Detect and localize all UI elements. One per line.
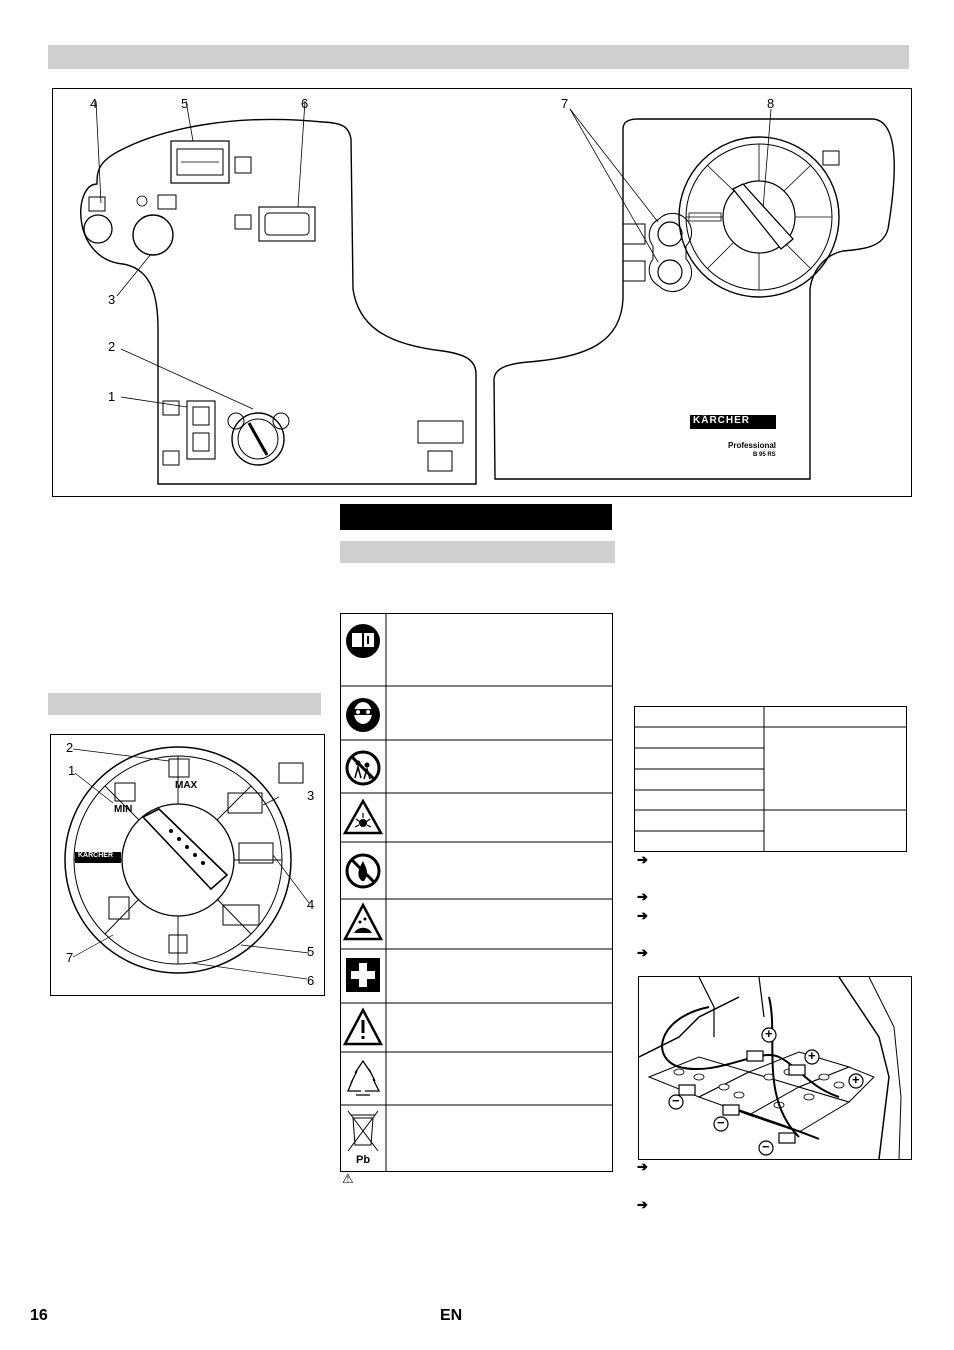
- explosion-icon: [345, 801, 381, 833]
- callout-5: 5: [181, 96, 189, 111]
- selector-min-label: MIN: [114, 804, 133, 815]
- middle-heading-bar: [340, 504, 612, 530]
- language-code: EN: [440, 1307, 463, 1324]
- acid-icon: [345, 905, 381, 939]
- plus-terminal-1: +: [765, 1026, 773, 1041]
- recycle-icon: [348, 1061, 379, 1095]
- panel-professional-label: Professional: [728, 441, 777, 450]
- plus-terminal-3: +: [852, 1072, 860, 1087]
- control-panel-figure: [52, 88, 912, 497]
- selector-callout-7: 7: [66, 950, 74, 965]
- first-aid-icon: [346, 958, 380, 992]
- program-selector-figure: [50, 734, 325, 996]
- minus-terminal-1: −: [672, 1093, 680, 1108]
- selector-callout-2: 2: [66, 740, 74, 755]
- instruction-arrow: ➔: [637, 908, 648, 923]
- callout-8: 8: [767, 96, 775, 111]
- battery-wiring-figure: [638, 976, 912, 1160]
- callout-3: 3: [108, 292, 116, 307]
- control-panel-drawing: [53, 89, 911, 496]
- no-children-icon: [347, 752, 379, 784]
- selector-callout-6: 6: [307, 973, 315, 988]
- disposal-pb-label: Pb: [356, 1154, 371, 1166]
- minus-terminal-3: −: [762, 1139, 770, 1154]
- section-header-bar: [48, 45, 909, 69]
- manual-icon: [346, 624, 380, 658]
- callout-1: 1: [108, 389, 116, 404]
- panel-brand-logo: KÄRCHER: [693, 415, 750, 426]
- instruction-arrow: ➔: [637, 945, 648, 960]
- no-fire-icon: [347, 855, 379, 887]
- callout-4: 4: [90, 96, 98, 111]
- left-subsection-bar: [48, 693, 321, 715]
- selector-callout-4: 4: [307, 897, 315, 912]
- callout-7: 7: [561, 96, 569, 111]
- battery-table: [634, 706, 907, 852]
- instruction-arrow: ➔: [637, 889, 648, 904]
- callout-6: 6: [301, 96, 309, 111]
- instruction-arrow: ➔: [637, 1159, 648, 1174]
- selector-max-label: MAX: [175, 780, 198, 791]
- selector-callout-5: 5: [307, 944, 315, 959]
- warning-note-icon: ⚠: [342, 1171, 354, 1186]
- instruction-arrow: ➔: [637, 852, 648, 867]
- selector-callout-1: 1: [68, 763, 76, 778]
- selector-brand-logo: KÄRCHER: [78, 852, 113, 859]
- disposal-pb-icon: [348, 1111, 378, 1151]
- battery-table-grid: [634, 706, 908, 854]
- selector-callout-3: 3: [307, 788, 315, 803]
- minus-terminal-2: −: [717, 1115, 725, 1130]
- battery-wiring-drawing: [639, 977, 911, 1159]
- panel-model-label: B 95 RS: [753, 452, 776, 458]
- callout-2: 2: [108, 339, 116, 354]
- program-selector-drawing: [51, 735, 324, 995]
- instruction-arrow: ➔: [637, 1197, 648, 1212]
- goggles-icon: [346, 698, 380, 732]
- warning-icon: [345, 1010, 381, 1044]
- safety-table-drawing: [340, 613, 614, 1173]
- page-number: 16: [30, 1307, 48, 1324]
- middle-subheading-bar: [340, 541, 615, 563]
- plus-terminal-2: +: [808, 1048, 816, 1063]
- safety-symbols-table: [340, 613, 612, 1171]
